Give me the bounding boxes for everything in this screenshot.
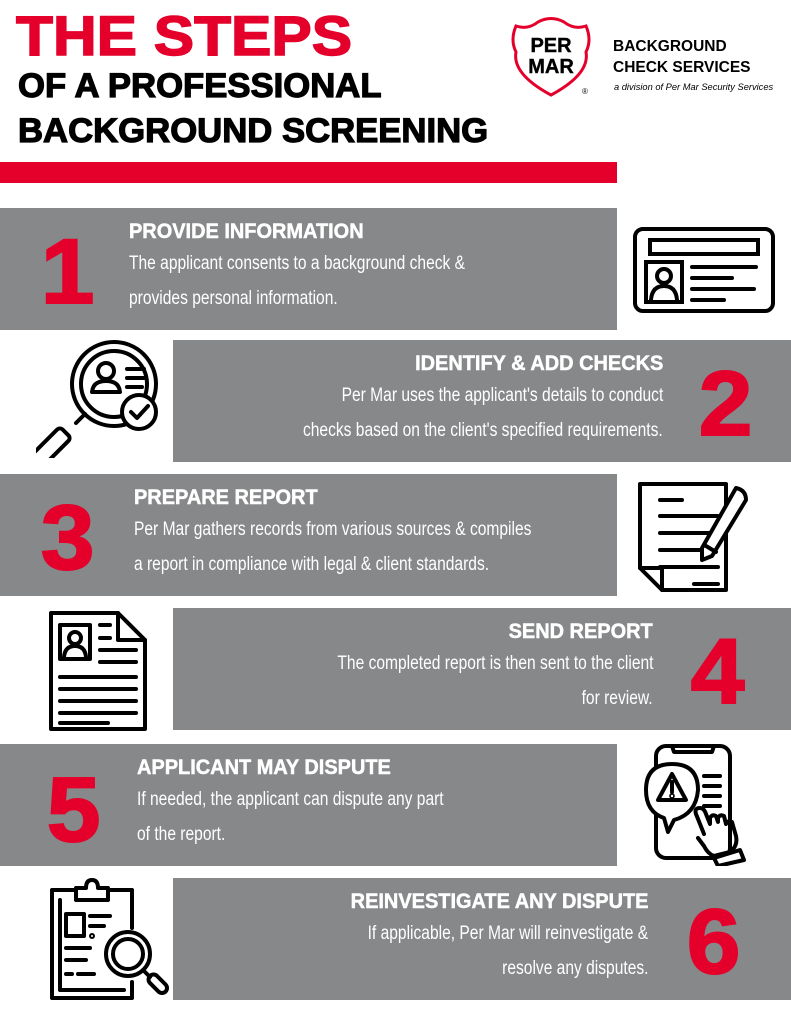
step-desc-line-1: Per Mar uses the applicant's details to conduct [341,385,663,406]
clipboard-search-icon [46,878,172,1002]
step-desc-line-2: of the report. [137,824,226,845]
step-desc-line-2: checks based on the client's specified requirements. [303,420,663,441]
step-number: 1 [40,221,95,323]
step-desc-line-1: The applicant consents to a background check & [129,253,466,274]
step-desc-line-2: for review. [581,688,653,709]
step-number: 3 [40,487,95,589]
step-desc-line-1: If needed, the applicant can dispute any part [137,789,444,810]
step-desc-line-1: The completed report is then sent to the client [336,653,653,674]
step-desc-line-2: a report in compliance with legal & client standards. [134,554,490,575]
step-2-box [173,340,791,462]
shield-text [508,36,594,78]
step-heading: APPLICANT MAY DISPUTE [137,756,391,779]
logo-text-line-2: CHECK SERVICES [613,59,751,76]
step-heading: IDENTIFY & ADD CHECKS [414,352,663,375]
document-pen-icon [632,476,754,598]
profile-document-icon [48,610,148,732]
shield-text-mar: MAR [528,56,574,78]
step-1-box [0,208,617,330]
id-card-icon [632,226,776,314]
step-6-box [173,878,791,1000]
phone-warning-icon [632,742,750,866]
title-line-3: BACKGROUND SCREENING [18,112,489,150]
step-number: 4 [690,621,745,723]
step-desc-line-1: Per Mar gathers records from various sources & compiles [134,519,532,540]
step-3-box [0,474,617,596]
logo-text-line-1: BACKGROUND [613,38,727,55]
step-desc-line-1: If applicable, Per Mar will reinvestigate & [367,923,648,944]
step-heading: PREPARE REPORT [134,486,318,509]
title-underline-bar [0,162,617,183]
magnifier-person-check-icon [36,338,161,458]
per-mar-logo [508,16,791,106]
step-number: 2 [698,353,753,455]
shield-text-per: PER [530,35,572,57]
step-5-box [0,744,617,866]
step-heading: REINVESTIGATE ANY DISPUTE [350,890,648,913]
title-line-2: OF A PROFESSIONAL [18,67,382,105]
registered-mark: ® [582,87,588,96]
step-4-box [173,608,791,730]
step-number: 6 [686,891,741,993]
shield-icon [508,16,594,98]
title-line-1: THE STEPS [16,4,353,67]
step-heading: SEND REPORT [508,620,653,643]
step-number: 5 [46,759,101,861]
step-desc-line-2: resolve any disputes. [501,958,648,979]
logo-subtitle: a division of Per Mar Security Services [614,82,774,92]
step-heading: PROVIDE INFORMATION [129,220,364,243]
step-desc-line-2: provides personal information. [129,288,338,309]
